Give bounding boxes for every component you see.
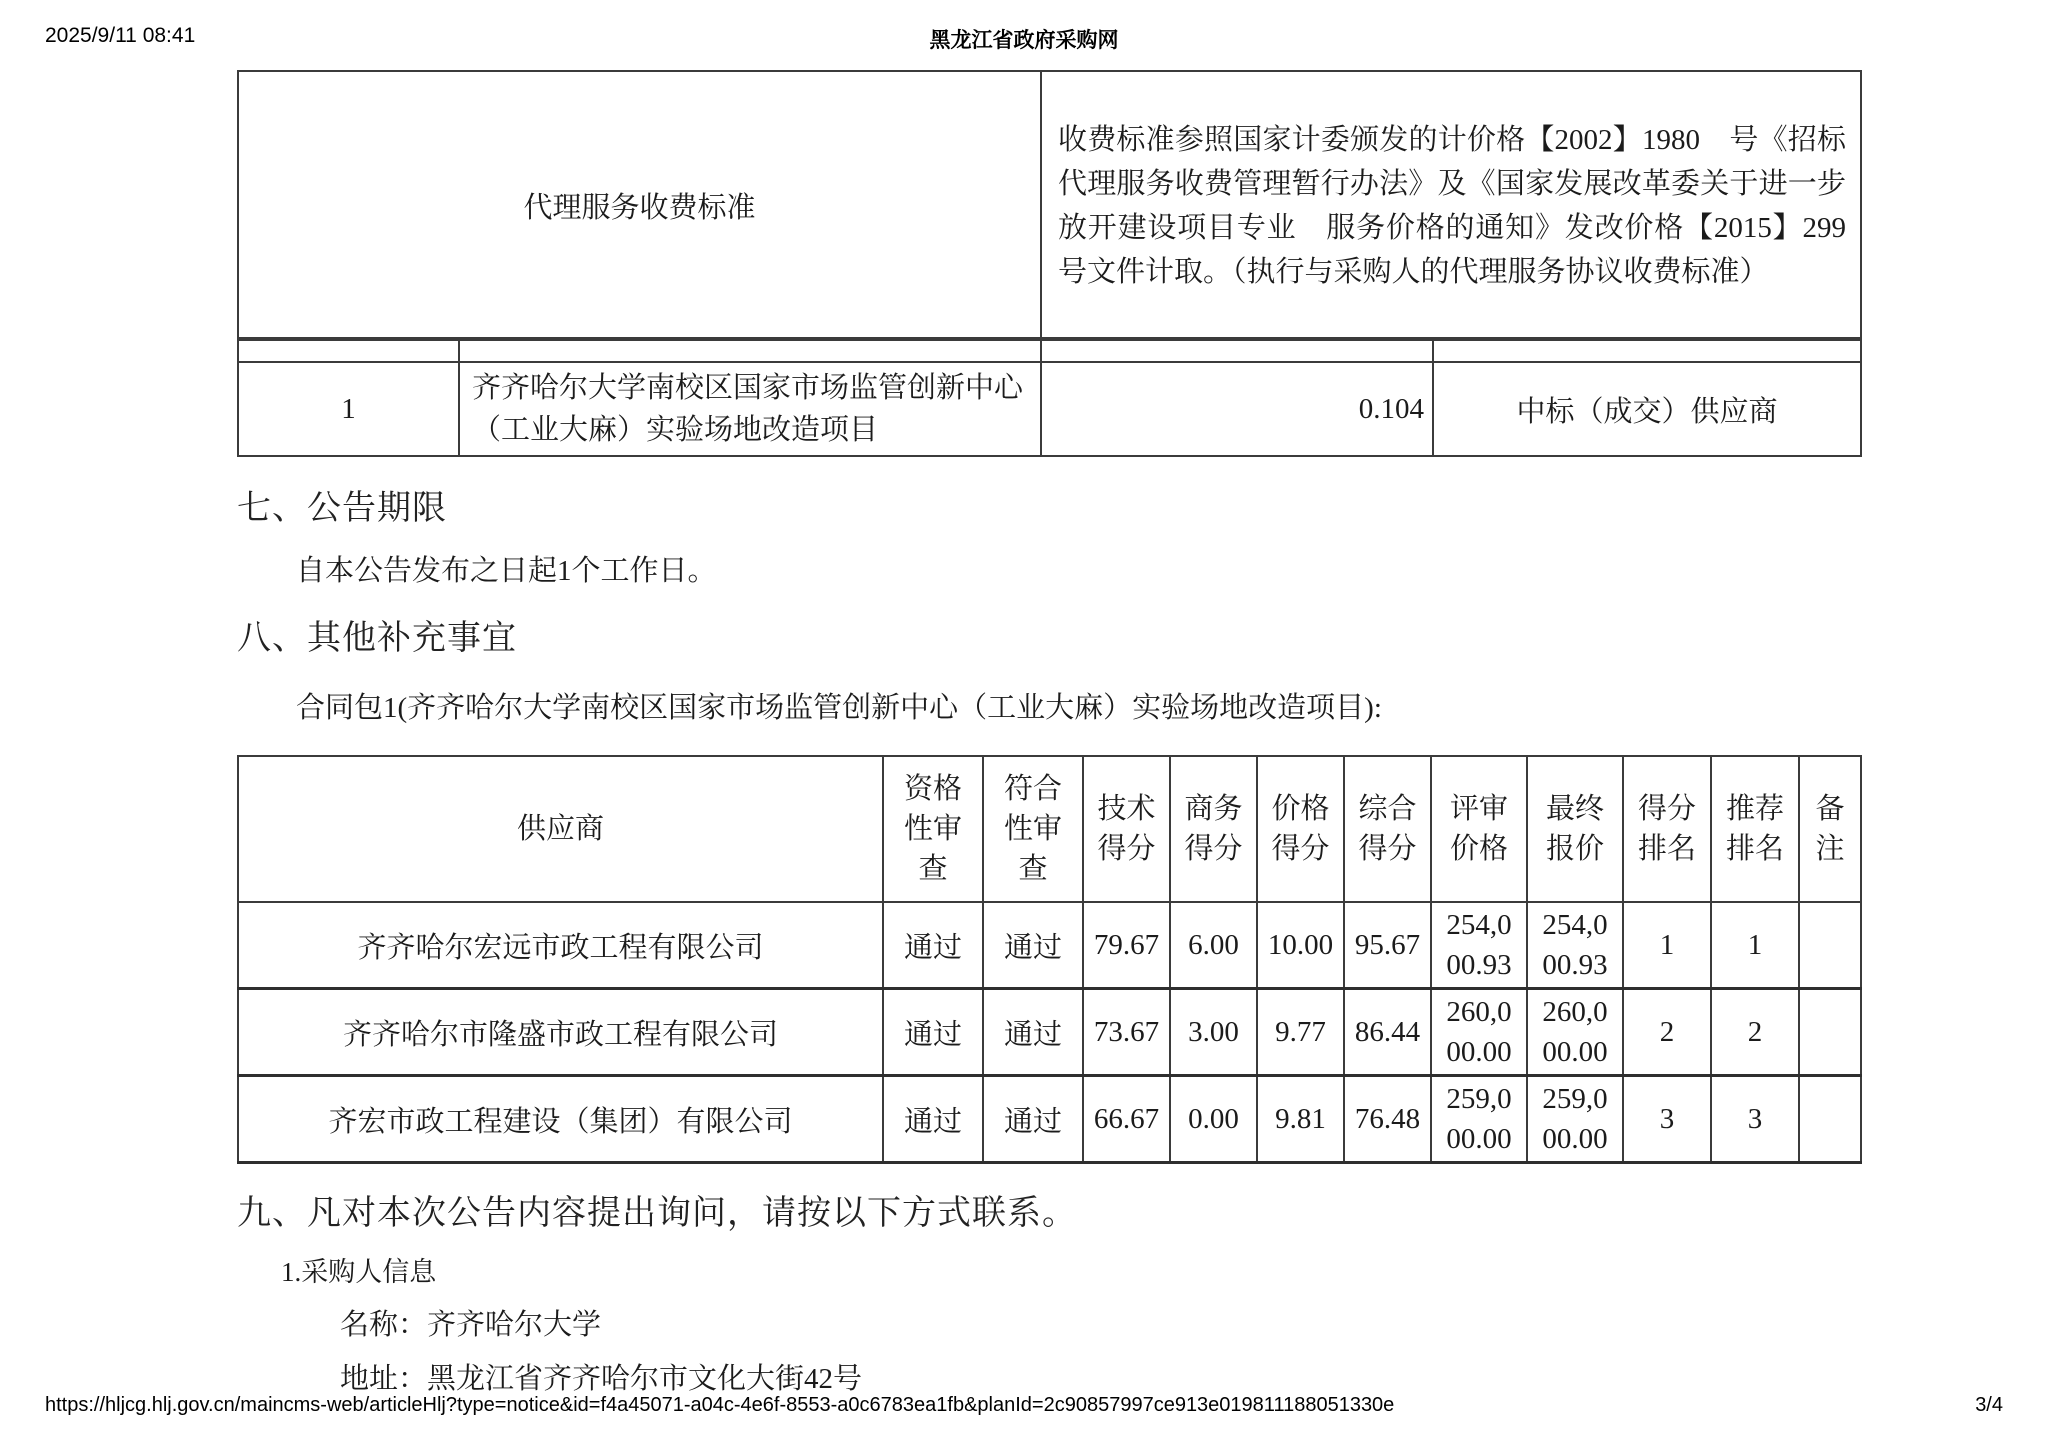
print-url: https://hljcg.hlj.gov.cn/maincms-web/articleHlj?type=notice&id=f4a45071-a04c-4e6f-8553-a0c6783ea1fb&planId=2c90857997ce913e019811188051330e [45, 1394, 1395, 1416]
final-quote-cell: 259,000.00 [1527, 1076, 1623, 1163]
score-header-supplier: 供应商 [238, 756, 883, 902]
section-8-body: 合同包1(齐齐哈尔大学南校区国家市场监管创新中心（工业大麻）实验场地改造项目): [296, 692, 1382, 724]
score-rank-cell: 1 [1623, 902, 1711, 989]
price-score-cell: 10.00 [1257, 902, 1344, 989]
spacer-cell [1041, 338, 1433, 362]
score-header-comprehensive-score: 综合得分 [1344, 756, 1431, 902]
price-score-cell: 9.77 [1257, 989, 1344, 1076]
final-quote-cell: 260,000.00 [1527, 989, 1623, 1076]
technical-score-cell: 73.67 [1083, 989, 1170, 1076]
review-price-cell: 254,000.93 [1431, 902, 1527, 989]
spacer-row [238, 338, 1861, 362]
recommend-rank-cell: 1 [1711, 902, 1799, 989]
score-header-price-score: 价格得分 [1257, 756, 1344, 902]
recommend-rank-cell: 3 [1711, 1076, 1799, 1163]
purchaser-address: 地址：黑龙江省齐齐哈尔市文化大街42号 [340, 1363, 863, 1395]
price-score-cell: 9.81 [1257, 1076, 1344, 1163]
business-score-cell: 0.00 [1170, 1076, 1257, 1163]
award-row [238, 362, 1861, 456]
print-page-number: 3/4 [1975, 1394, 2003, 1416]
score-header-conformity-review: 符合性审查 [983, 756, 1083, 902]
review-price-cell: 259,000.00 [1431, 1076, 1527, 1163]
score-header-review-price: 评审价格 [1431, 756, 1527, 902]
purchaser-name: 名称：齐齐哈尔大学 [340, 1309, 602, 1341]
score-header-row [238, 756, 1861, 902]
technical-score-cell: 66.67 [1083, 1076, 1170, 1163]
section-7-body: 自本公告发布之日起1个工作日。 [296, 555, 717, 587]
business-score-cell: 6.00 [1170, 902, 1257, 989]
score-rank-cell: 2 [1623, 989, 1711, 1076]
score-rank-cell: 3 [1623, 1076, 1711, 1163]
fee-content-cell: 收费标准参照国家计委颁发的计价格【2002】1980 号《招标代理服务收费管理暂行办法》及《国家发展改革委关于进一步放开建设项目专业 服务价格的通知》发改价格【2015】299号文件计取。（执行与采购人的代理服务协议收费标准） [1041, 71, 1861, 340]
award-table [237, 337, 1862, 457]
qualification-cell: 通过 [883, 1076, 983, 1163]
comprehensive-score-cell: 76.48 [1344, 1076, 1431, 1163]
award-project-cell: 齐齐哈尔大学南校区国家市场监管创新中心（工业大麻）实验场地改造项目 [459, 362, 1041, 456]
score-header-recommend-rank: 推荐排名 [1711, 756, 1799, 902]
score-header-technical-score: 技术得分 [1083, 756, 1170, 902]
purchaser-info-label: 1.采购人信息 [281, 1257, 437, 1287]
final-quote-cell: 254,000.93 [1527, 902, 1623, 989]
conformity-cell: 通过 [983, 1076, 1083, 1163]
conformity-cell: 通过 [983, 989, 1083, 1076]
score-header-qualification-review: 资格性审查 [883, 756, 983, 902]
award-amount-cell: 0.104 [1041, 362, 1433, 456]
qualification-cell: 通过 [883, 989, 983, 1076]
conformity-cell: 通过 [983, 902, 1083, 989]
page-title: 黑龙江省政府采购网 [929, 29, 1119, 52]
section-9-heading: 九、凡对本次公告内容提出询问，请按以下方式联系。 [237, 1195, 1077, 1232]
business-score-cell: 3.00 [1170, 989, 1257, 1076]
technical-score-cell: 79.67 [1083, 902, 1170, 989]
supplier-name-cell: 齐齐哈尔宏远市政工程有限公司 [238, 902, 883, 989]
print-timestamp: 2025/9/11 08:41 [45, 24, 196, 47]
section-8-heading: 八、其他补充事宜 [237, 620, 517, 657]
comprehensive-score-cell: 86.44 [1344, 989, 1431, 1076]
score-row [238, 902, 1861, 989]
spacer-cell [238, 338, 459, 362]
award-seq-cell: 1 [238, 362, 459, 456]
score-header-note: 备注 [1799, 756, 1861, 902]
spacer-cell [1433, 338, 1861, 362]
score-header-final-quote: 最终报价 [1527, 756, 1623, 902]
spacer-cell [459, 338, 1041, 362]
supplier-name-cell: 齐齐哈尔市隆盛市政工程有限公司 [238, 989, 883, 1076]
supplier-name-cell: 齐宏市政工程建设（集团）有限公司 [238, 1076, 883, 1163]
award-supplier-role-cell: 中标（成交）供应商 [1433, 362, 1861, 456]
review-price-cell: 260,000.00 [1431, 989, 1527, 1076]
score-row [238, 989, 1861, 1076]
fee-table-row [238, 71, 1861, 340]
qualification-cell: 通过 [883, 902, 983, 989]
score-table [237, 755, 1862, 1164]
note-cell [1799, 1076, 1861, 1163]
score-header-business-score: 商务得分 [1170, 756, 1257, 902]
comprehensive-score-cell: 95.67 [1344, 902, 1431, 989]
note-cell [1799, 989, 1861, 1076]
note-cell [1799, 902, 1861, 989]
section-7-heading: 七、公告期限 [237, 490, 447, 527]
fee-label-cell: 代理服务收费标准 [238, 71, 1041, 340]
score-header-score-rank: 得分排名 [1623, 756, 1711, 902]
score-row [238, 1076, 1861, 1163]
recommend-rank-cell: 2 [1711, 989, 1799, 1076]
fee-table [237, 70, 1862, 341]
